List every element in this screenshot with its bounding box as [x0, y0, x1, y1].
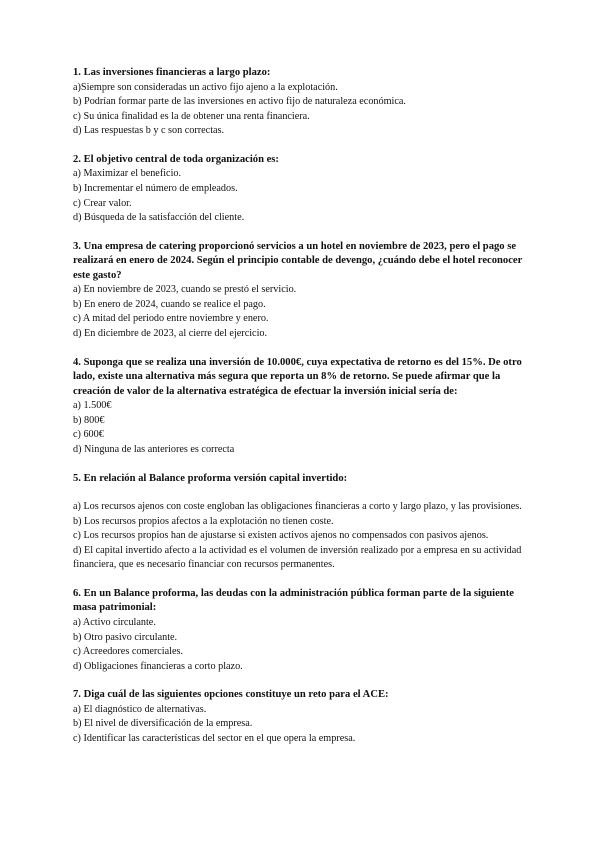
answer-option: a) 1.500€ — [73, 400, 112, 412]
answer-option: d) Búsqueda de la satisfacción del cliente. — [73, 212, 245, 224]
answer-option: b) 800€ — [73, 414, 105, 426]
answer-option: a) El diagnóstico de alternativas. — [73, 703, 207, 715]
question-6 — [73, 587, 533, 674]
answer-option: c) Los recursos propios han de ajustarse si existen activos ajenos no compensados con pasivos ajenos. — [73, 530, 489, 542]
exam-page — [73, 66, 533, 761]
question-5 — [73, 472, 533, 573]
answer-option: c) Acreedores comerciales. — [73, 646, 184, 658]
answer-option: b) Los recursos propios afectos a la explotación no tienen coste. — [73, 515, 334, 527]
answer-option: d) En diciembre de 2023, al cierre del ejercicio. — [73, 328, 268, 340]
question-1 — [73, 66, 533, 139]
answer-option: d) El capital invertido afecto a la actividad es el volumen de inversión realizado por a empresa en su actividad financiera, que es necesario financiar con recursos permanentes. — [73, 544, 522, 571]
answer-option: b) En enero de 2024, cuando se realice el pago. — [73, 298, 266, 310]
question-title: 4. Suponga que se realiza una inversión de 10.000€, cuya expectativa de retorno es del 15%. De otro lado, existe una alternativa más segura que reporta un 8% de retorno. Se puede afirmar que la creación de valor de la alternativa estratégica de efectuar la inversión inicial sería de: — [73, 356, 522, 397]
answer-option: c) Identificar las características del sector en el que opera la empresa. — [73, 733, 356, 745]
answer-option: c) Crear valor. — [73, 197, 132, 209]
question-title: 6. En un Balance proforma, las deudas con la administración pública forman parte de la siguiente masa patrimonial: — [73, 587, 514, 614]
question-title: 1. Las inversiones financieras a largo plazo: — [73, 67, 271, 78]
answer-option: c) Su única finalidad es la de obtener una renta financiera. — [73, 110, 310, 122]
answer-option: a)Siempre son consideradas un activo fijo ajeno a la explotación. — [73, 81, 338, 93]
question-2 — [73, 153, 533, 226]
answer-option: b) Incrementar el número de empleados. — [73, 182, 238, 194]
answer-option: d) Ninguna de las anteriores es correcta — [73, 443, 235, 455]
answer-option: b) Otro pasivo circulante. — [73, 631, 178, 643]
answer-option: b) El nivel de diversificación de la empresa. — [73, 718, 253, 730]
question-title: 5. En relación al Balance proforma versión capital invertido: — [73, 472, 348, 484]
answer-option: d) Las respuestas b y c son correctas. — [73, 125, 225, 137]
answer-option: b) Podrían formar parte de las inversiones en activo fijo de naturaleza económica. — [73, 96, 406, 108]
answer-option: a) Maximizar el beneficio. — [73, 168, 182, 180]
answer-option: a) Los recursos ajenos con coste engloban las obligaciones financieras a corto y largo plazo, y las provisiones. — [73, 501, 522, 512]
question-title: 3. Una empresa de catering proporcionó servicios a un hotel en noviembre de 2023, pero el pago se realizará en enero de 2024. Según el principio contable de devengo, ¿cuándo debe el hotel reconocer este gasto? — [73, 240, 523, 281]
question-title: 7. Diga cuál de las siguientes opciones constituye un reto para el ACE: — [73, 689, 389, 701]
question-title: 2. El objetivo central de toda organización es: — [73, 153, 279, 165]
question-7 — [73, 688, 533, 746]
question-4 — [73, 356, 533, 458]
answer-option: d) Obligaciones financieras a corto plazo. — [73, 660, 243, 672]
question-3 — [73, 240, 533, 342]
answer-option: c) 600€ — [73, 429, 104, 441]
answer-option: a) Activo circulante. — [73, 616, 156, 628]
answer-option: a) En noviembre de 2023, cuando se prestó el servicio. — [73, 284, 297, 296]
answer-option: c) A mitad del periodo entre noviembre y enero. — [73, 313, 269, 325]
